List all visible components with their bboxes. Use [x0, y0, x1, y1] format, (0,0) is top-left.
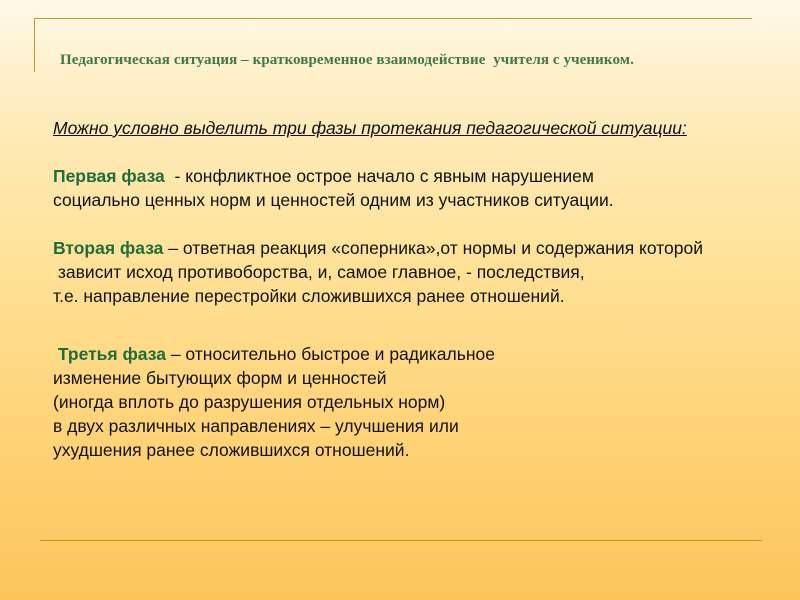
intro-text: Можно условно выделить три фазы протекания педагогической ситуации: — [53, 118, 687, 138]
top-divider — [34, 18, 752, 19]
phase-3-paragraph — [53, 342, 798, 462]
phase-3-line-4: в двух различных направлениях – улучшения или — [53, 416, 459, 436]
phase-2-line-1 — [53, 236, 798, 260]
phase-3-text: – относительно быстрое и радикальное — [165, 344, 496, 364]
phase-1-line-2: социально ценных норм и ценностей одним из участников ситуации. — [53, 190, 614, 210]
phase-2-term: Вторая фаза — [53, 238, 164, 258]
phase-1-term: Первая фаза — [53, 166, 165, 186]
phase-3-line-2: изменение бытующих форм и ценностей — [53, 368, 387, 388]
phase-3-line-3: (иногда вплоть до разрушения отдельных норм) — [53, 392, 446, 412]
phase-3-line-1 — [53, 342, 798, 366]
phase-2-line-2: зависит исход противоборства, и, самое главное, - последствия, — [53, 262, 585, 282]
phase-1-line-1 — [53, 164, 798, 188]
phase-3-term: Третья фаза — [57, 344, 166, 364]
phase-1-text: - конфликтное острое начало с явным нарушением — [164, 166, 594, 186]
phase-2-line-3: т.е. направление перестройки сложившихся ранее отношений. — [53, 286, 565, 306]
bottom-divider — [40, 540, 762, 541]
slide-body — [53, 116, 798, 462]
slide-title: Педагогическая ситуация – кратковременное взаимодействие учителя с учеником. — [60, 52, 634, 68]
phase-2-paragraph — [53, 236, 798, 308]
left-divider — [34, 18, 35, 72]
phase-1-paragraph — [53, 164, 798, 212]
phase-2-text: – ответная реакция «соперника»,от нормы и содержания которой — [163, 238, 704, 258]
phase-3-line-5: ухудшения ранее сложившихся отношений. — [53, 440, 410, 460]
